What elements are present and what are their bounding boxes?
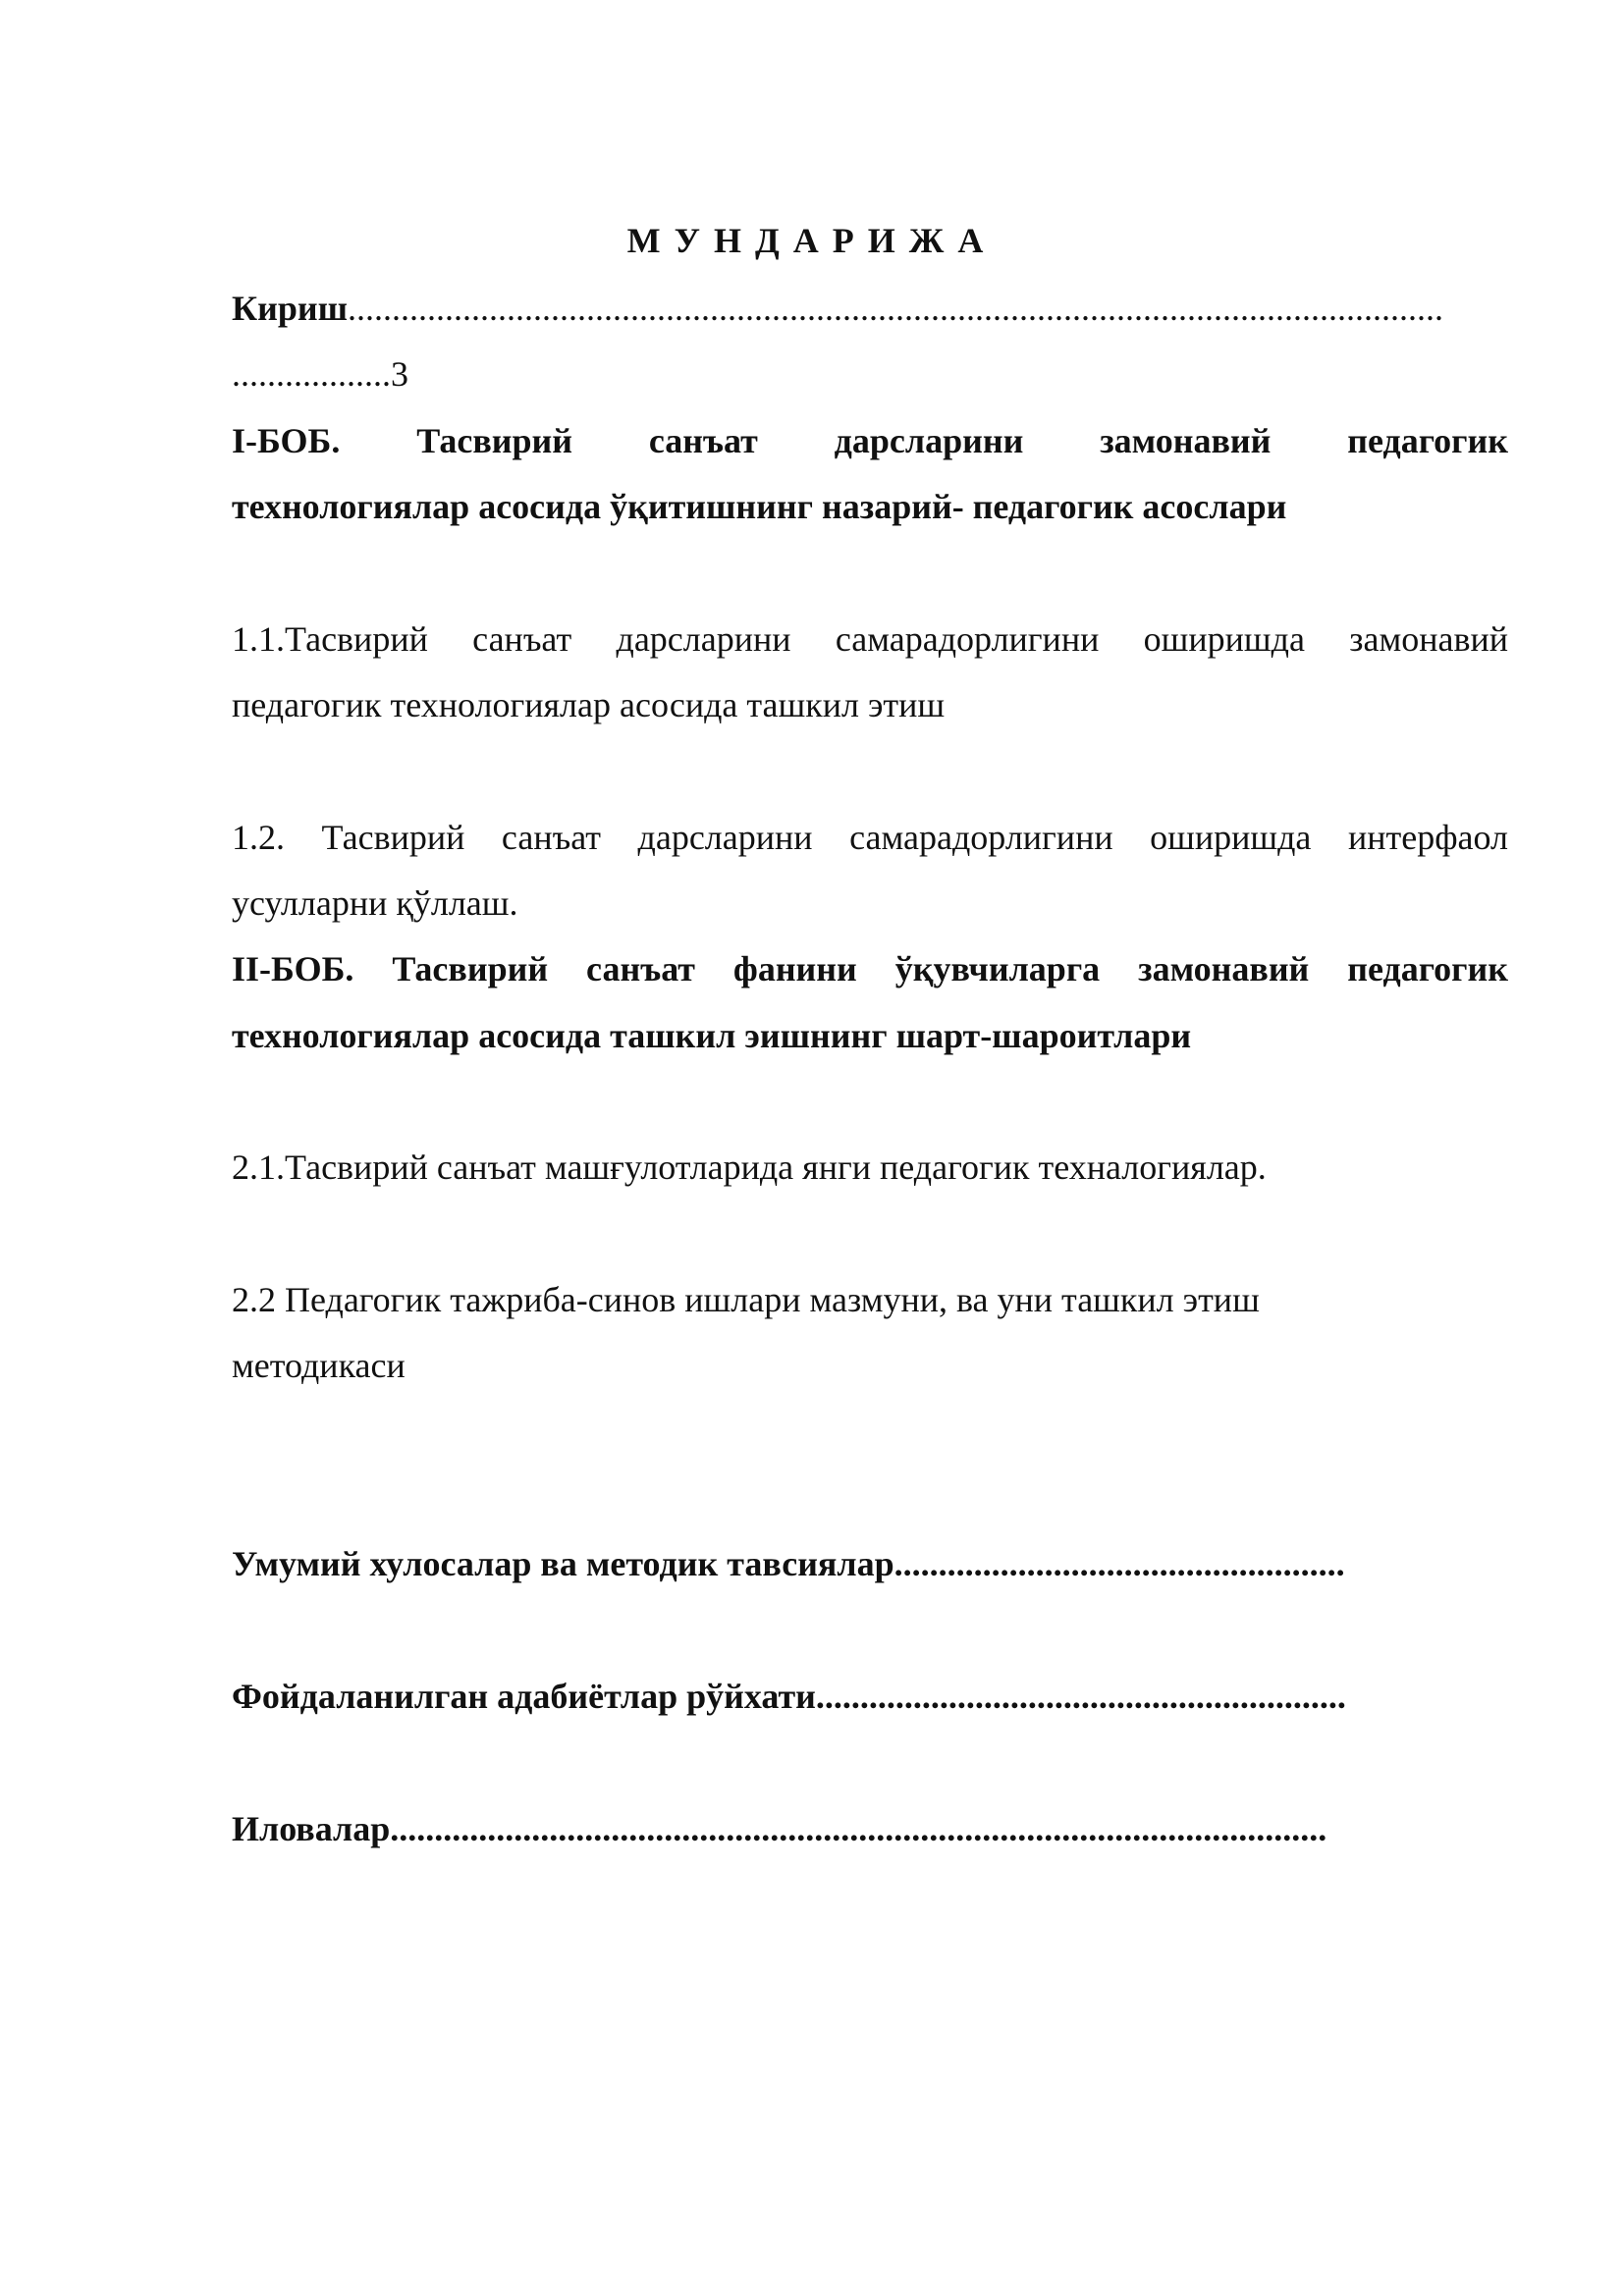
toc-intro-label: Кириш: [232, 289, 349, 328]
toc-section-2-1: 2.1.Тасвирий санъат машғулотларида янги педагогик техналогиялар.: [232, 1148, 1267, 1187]
toc-intro-line: [232, 287, 1508, 330]
toc-section-2-2-line2: методикаси: [232, 1346, 406, 1385]
toc-section-1-2-line2: усулларни қўллаш.: [232, 883, 518, 923]
toc-title: МУНДАРИЖА: [626, 221, 998, 260]
toc-chapter1-line2: технологиялар асосида ўқитишнинг назарий- педагогик асослари: [232, 487, 1287, 526]
toc-chapter2-line2: технологиялар асосида ташкил эишнинг шарт-шароитлари: [232, 1016, 1192, 1055]
toc-chapter1-line1: I-БОБ. Тасвирий санъат дарсларини замонавий педагогик: [232, 421, 1508, 460]
toc-conclusions: Умумий хулосалар ва методик тавсиялар...................................................: [232, 1544, 1345, 1583]
toc-section-1-2-line1: 1.2. Тасвирий санъат дарсларини самарадорлигини оширишда интерфаол: [232, 818, 1508, 857]
toc-intro-page-line: ..................3: [232, 354, 408, 394]
toc-section-1-1-line2: педагогик технологиялар асосида ташкил этиш: [232, 685, 946, 724]
toc-bibliography: Фойдаланилган адабиётлар рўйхати............................................................: [232, 1677, 1346, 1716]
toc-intro-dots: ............................................................................................................................: [348, 289, 1444, 328]
toc-chapter2-line1: II-БОБ. Тасвирий санъат фанини ўқувчиларга замонавий педагогик: [232, 949, 1508, 988]
toc-appendices: Иловалар..........................................................................................................: [232, 1809, 1327, 1848]
toc-section-2-2-line1: 2.2 Педагогик тажриба-синов ишлари мазмуни, ва уни ташкил этиш: [232, 1280, 1260, 1319]
toc-section-1-1-line1: 1.1.Тасвирий санъат дарсларини самарадорлигини оширишда замонавий: [232, 619, 1508, 659]
